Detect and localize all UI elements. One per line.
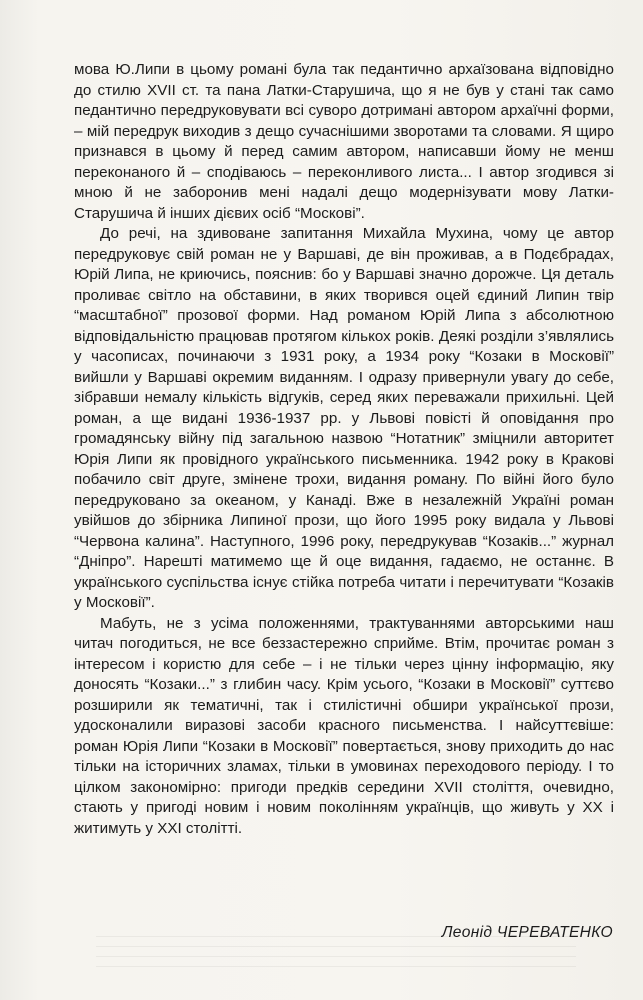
bleed-through-shadow	[96, 936, 576, 976]
paragraph: мова Ю.Липи в цьому романі була так педантично архаїзована відповідно до стилю XVII ст. та пана Латки-Старушича, що я не був у стані так само педантично передруковувати всі суворо дотримані автором архаїчні форми, – мій передрук виходив з дещо сучаснішими зворотами та словами. Я щиро признався в цьому й перед самим автором, написавши йому не менш переконаного й – сподіваюсь – переконливого листа... І автор згодився зі мною й не заборонив мені надалі дещо модернізувати мову Латки-Старушича й інших дієвих осіб “Москові”.	[74, 61, 614, 222]
paragraph: До речі, на здивоване запитання Михайла Мухина, чому це автор передруковує свій роман не у Варшаві, де він проживав, а в Подєбрадах, Юрій Липа, не криючись, пояснив: бо у Варшаві значно дорожче. Ця деталь проливає світло на обставини, в яких творився оцей єдиний Липин твір “масштабної” прозової форми. Над романом Юрій Липа з абсолютною відповідальністю працював протягом кількох років. Деякі розділи з’являлись у часописах, починаючи з 1931 року, а 1934 року “Козаки в Московії” вийшли у Варшаві окремим виданням. І одразу привернули увагу до себе, зібравши немалу кількість відгуків, серед яких переважали прихильні. Цей роман, а ще видані 1936-1937 рр. у Львові повісті й оповідання про громадянську війну під загальною назвою “Нотатник” зміцнили авторитет Юрія Липи як провідного українського письменника. 1942 року в Кракові побачило світ друге, змінене трохи, видання роману. По війні його було передруковано за океаном, у Канаді. Вже в незалежній Україні роман увійшов до збірника Липиної прози, що його 1995 року видала у Львові “Червона калина”. Наступного, 1996 року, передрукував “Козаків...” журнал “Дніпро”. Нарешті матимемо ще й оце видання, гадаємо, не останнє. В українського суспільства існує стійка потреба читати і перечитувати “Козаків у Московії”.	[74, 225, 614, 611]
paragraph: Мабуть, не з усіма положеннями, трактуваннями авторськими наш читач погодиться, не все беззастережно сприйме. Втім, прочитає роман з інтересом і користю для себе – і не тільки через цінну інформацію, яку доносять “Козаки...” з глибин часу. Крім усього, “Козаки в Московії” суттєво розширили як тематичні, так і стилістичні обшири української прози, удосконалили виразові засоби красного письменства. І найсуттєвіше: роман Юрія Липи “Козаки в Московії” повертається, знову приходить до нас тільки на історичних зламах, тільки в умовинах переходового періоду. І то цілком закономірно: пригоди предків середини XVII століття, очевидно, стають у пригоді новим і новим поколінням українців, що живуть у XX і житимуть у XXI столітті.	[74, 614, 614, 837]
author-signature: Леонід ЧЕРЕВАТЕНКО	[441, 924, 613, 941]
body-text	[74, 60, 614, 839]
